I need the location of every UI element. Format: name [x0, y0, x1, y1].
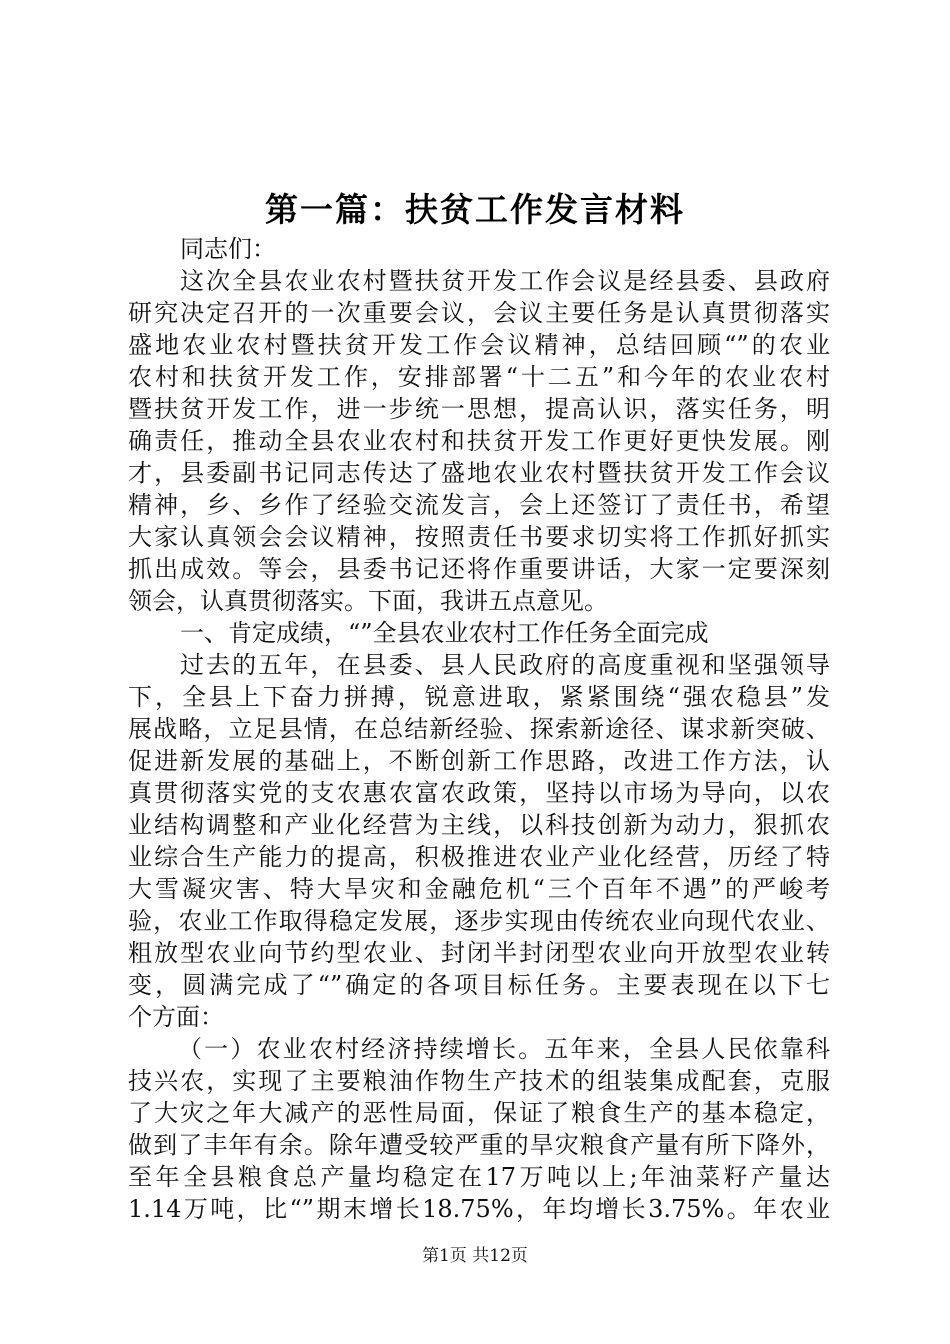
paragraph-line: 领会，认真贯彻落实。下面，我讲五点意见。 [128, 587, 608, 615]
paragraph-line: 至年全县粮食总产量均稳定在17万吨以上;年油菜籽产量达 [128, 1163, 830, 1191]
paragraph-line: 农村和扶贫开发工作，安排部署“十二五”和今年的农业农村 [128, 363, 830, 391]
paragraph-line: 下，全县上下奋力拼搏，锐意进取，紧紧围绕“强农稳县”发 [128, 683, 830, 711]
paragraph-line: 大雪凝灾害、特大旱灾和金融危机“三个百年不遇”的严峻考 [128, 875, 830, 903]
paragraph-line: 1.14万吨，比“”期末增长18.75%，年均增长3.75%。年农业 [128, 1195, 830, 1223]
paragraph-line: 过去的五年，在县委、县人民政府的高度重视和坚强领导 [180, 651, 830, 679]
paragraph-line: 变，圆满完成了“”确定的各项目标任务。主要表现在以下七 [128, 971, 830, 999]
paragraph-line: 展战略，立足县情，在总结新经验、探索新途径、谋求新突破、 [128, 715, 830, 743]
paragraph-line: 业综合生产能力的提高，积极推进农业产业化经营，历经了特 [128, 843, 830, 871]
paragraph-line: 了大灾之年大减产的恶性局面，保证了粮食生产的基本稳定， [128, 1099, 830, 1127]
paragraph-line: 个方面： [128, 1003, 224, 1031]
page-footer: 第1页 共12页 [422, 1246, 528, 1266]
subsection-line: （一）农业农村经济持续增长。五年来，全县人民依靠科 [178, 1035, 830, 1063]
section-heading: 一、肯定成绩，“”全县农业农村工作任务全面完成 [180, 619, 709, 647]
paragraph-line: 精神，乡、乡作了经验交流发言，会上还签订了责任书，希望 [128, 491, 830, 519]
paragraph-line: 业结构调整和产业化经营为主线，以科技创新为动力，狠抓农 [128, 811, 830, 839]
paragraph-line: 做到了丰年有余。除年遭受较严重的旱灾粮食产量有所下降外， [128, 1131, 830, 1159]
paragraph-line: 盛地农业农村暨扶贫开发工作会议精神，总结回顾“”的农业 [128, 331, 830, 359]
paragraph-line: 这次全县农业农村暨扶贫开发工作会议是经县委、县政府 [180, 267, 830, 295]
paragraph-line: 大家认真领会会议精神，按照责任书要求切实将工作抓好抓实 [128, 523, 830, 551]
salutation-line: 同志们： [180, 235, 276, 263]
paragraph-line: 暨扶贫开发工作，进一步统一思想，提高认识，落实任务，明 [128, 395, 830, 423]
paragraph-line: 确责任，推动全县农业农村和扶贫开发工作更好更快发展。刚 [128, 427, 830, 455]
document-body [128, 233, 830, 1225]
paragraph-line: 研究决定召开的一次重要会议，会议主要任务是认真贯彻落实 [128, 299, 830, 327]
paragraph-line: 促进新发展的基础上，不断创新工作思路，改进工作方法，认 [128, 747, 830, 775]
paragraph-line: 真贯彻落实党的支农惠农富农政策，坚持以市场为导向，以农 [128, 779, 830, 807]
paragraph-line: 技兴农，实现了主要粮油作物生产技术的组装集成配套，克服 [128, 1067, 830, 1095]
paragraph-line: 验，农业工作取得稳定发展，逐步实现由传统农业向现代农业、 [128, 907, 830, 935]
paragraph-line: 才，县委副书记同志传达了盛地农业农村暨扶贫开发工作会议 [128, 459, 830, 487]
document-title: 第一篇：扶贫工作发言材料 [265, 190, 685, 229]
paragraph-line: 抓出成效。等会，县委书记还将作重要讲话，大家一定要深刻 [128, 555, 830, 583]
paragraph-line: 粗放型农业向节约型农业、封闭半封闭型农业向开放型农业转 [128, 939, 830, 967]
